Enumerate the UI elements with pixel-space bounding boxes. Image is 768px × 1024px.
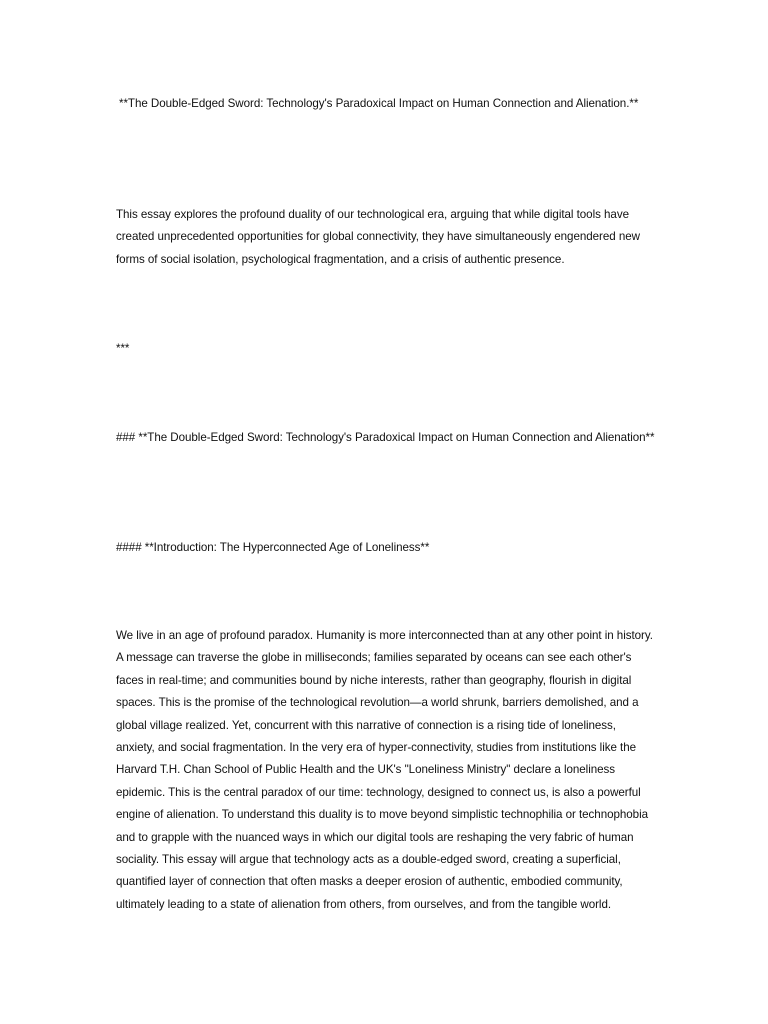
introduction-paragraph: We live in an age of profound paradox. Humanity is more interconnected than at any other point in history. A message can traverse the globe in milliseconds; families separated by oceans can see each other's faces in real-time; and communities bound by niche interests, rather than geography, flourish in digital spaces. This is the promise of the technological revolution—a world shrunk, barriers demolished, and a global village realized. Yet, concurrent with this narrative of connection is a rising tide of loneliness, anxiety, and social fragmentation. In the very era of hyper-connectivity, studies from institutions like the Harvard T.H. Chan School of Public Health and the UK's "Loneliness Ministry" declare a loneliness epidemic. This is the central paradox of our time: technology, designed to connect us, is also a powerful engine of alienation. To understand this duality is to move beyond simplistic technophilia or technophobia and to grapple with the nuanced ways in which our digital tools are reshaping the very fabric of human sociality. This essay will argue that technology acts as a double-edged sword, creating a superficial, quantified layer of connection that often masks a deeper erosion of authentic, embodied community, ultimately leading to a state of alienation from others, from ourselves, and from the tangible world. [116, 629, 653, 911]
introduction-heading: #### **Introduction: The Hyperconnected Age of Loneliness** [116, 541, 430, 554]
document-title: **The Double-Edged Sword: Technology's Paradoxical Impact on Human Connection and Alienation.** [119, 97, 639, 110]
essay-heading: ### **The Double-Edged Sword: Technology's Paradoxical Impact on Human Connection and Alienation** [116, 431, 655, 444]
section-divider: *** [116, 342, 130, 355]
abstract-paragraph: This essay explores the profound duality of our technological era, arguing that while digital tools have created unprecedented opportunities for global connectivity, they have simultaneously engendered new forms of social isolation, psychological fragmentation, and a crisis of authentic presence. [116, 208, 640, 266]
